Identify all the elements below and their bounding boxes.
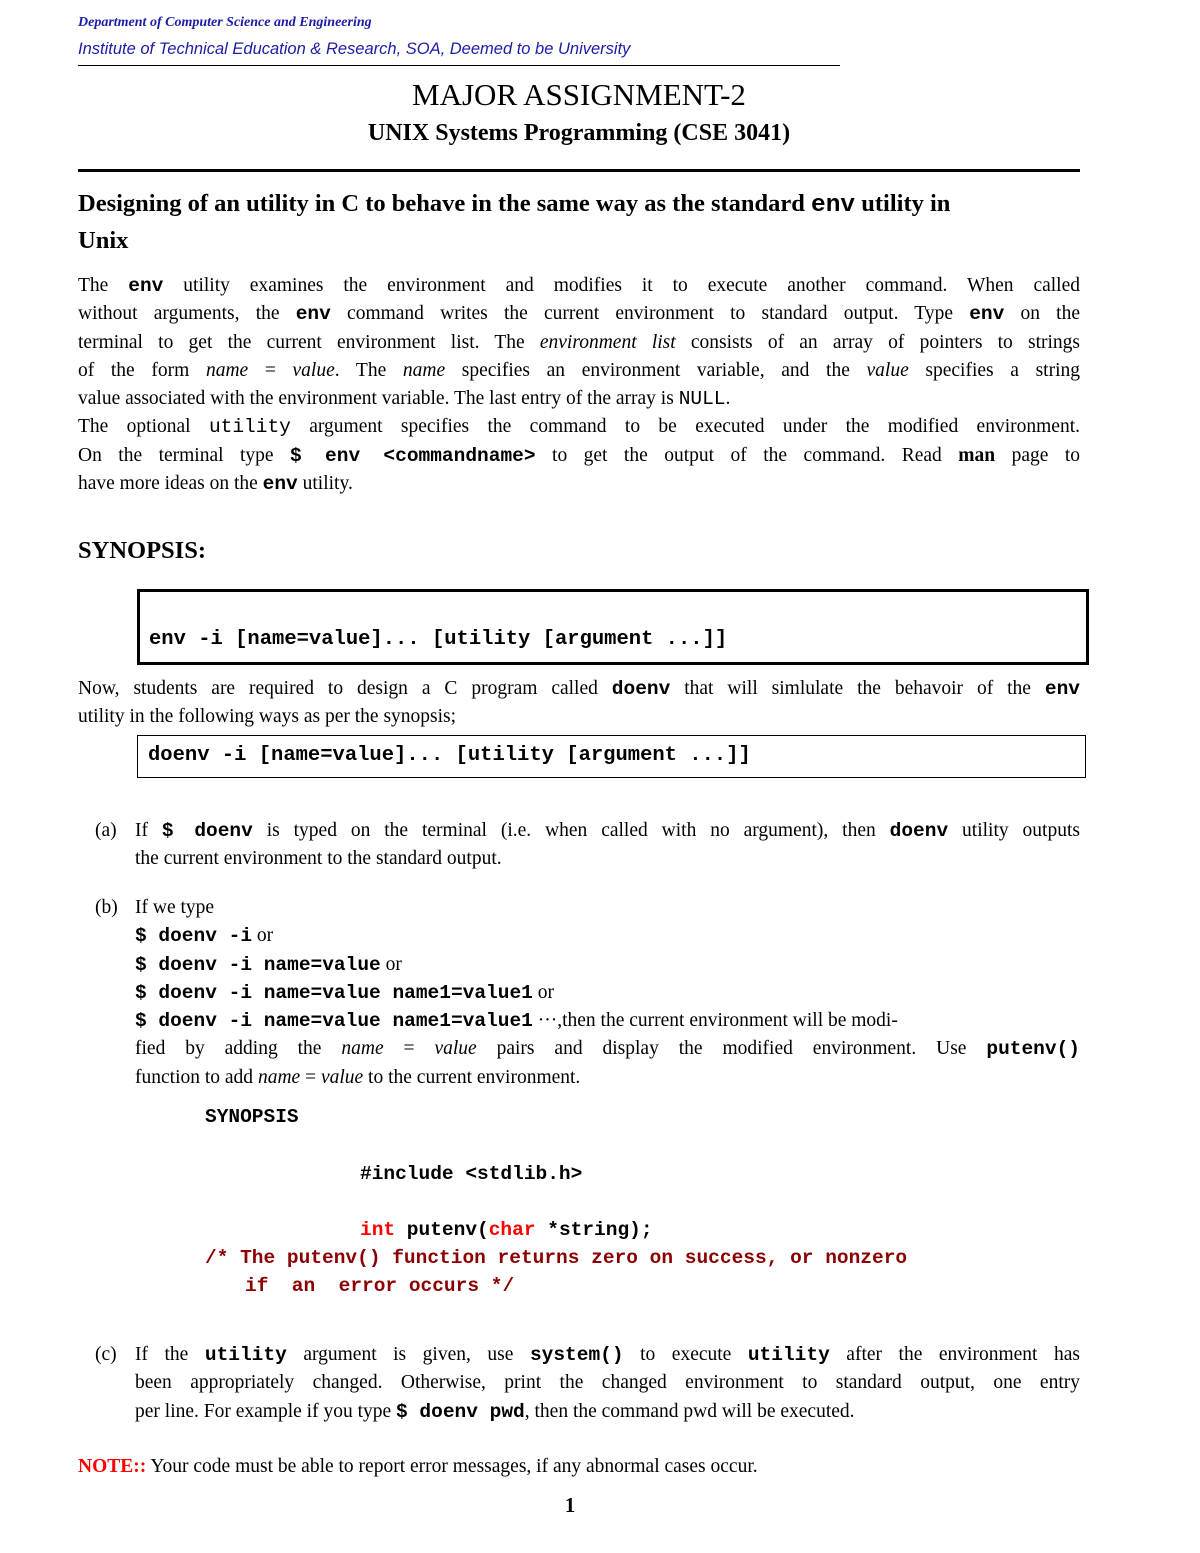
text: . The <box>334 359 403 381</box>
text: specifies an environment variable, and the <box>445 359 867 381</box>
text: If we type <box>135 897 215 918</box>
text: on the <box>1004 303 1080 325</box>
inline-code: env <box>262 473 298 496</box>
math-var: name <box>205 359 249 381</box>
text: utility outputs <box>948 820 1080 841</box>
text: value associated with the environment variable. The last entry of the array is <box>78 388 679 410</box>
text: , then the command pwd will be executed. <box>524 1400 855 1422</box>
text: function to add <box>135 1066 258 1088</box>
item-a-label: (a) <box>95 820 117 841</box>
math-eq: = <box>300 1066 321 1088</box>
now-paragraph <box>78 675 1080 732</box>
text: command writes the current environment to standard output. Type <box>330 303 970 325</box>
text: is typed on the terminal (i.e. when called with no argument), then <box>252 820 890 841</box>
code-comment-line1: /* The putenv() function returns zero on success, or nonzero <box>205 1247 908 1269</box>
inline-code: NULL <box>678 388 726 411</box>
math-var: value <box>866 359 909 381</box>
code-include: #include <stdlib.h> <box>360 1163 583 1185</box>
inline-code: $ doenv <box>161 820 253 842</box>
text: Now, students are required to design a C program called <box>78 678 612 699</box>
inline-code: putenv() <box>986 1038 1080 1061</box>
text: after the environment has <box>829 1344 1080 1365</box>
text: that will simlulate the behavoir of the <box>670 678 1045 699</box>
math-var: value <box>320 1066 364 1088</box>
bold-text: man <box>958 444 996 466</box>
inline-code: system() <box>529 1344 624 1366</box>
text: without arguments, the <box>78 303 296 325</box>
text: argument specifies the command to be executed under the modified environment. <box>290 416 1080 438</box>
code-keyword: char <box>488 1219 536 1241</box>
text: On the terminal type <box>78 444 291 466</box>
env-synopsis-box <box>137 589 1089 665</box>
institute-name: Institute of Technical Education & Research, SOA, Deemed to be University <box>78 40 631 58</box>
text: of the form <box>78 359 206 381</box>
document-subtitle: UNIX Systems Programming (CSE 3041) <box>367 120 791 146</box>
inline-code: $ doenv -i name=value <box>135 953 381 976</box>
text: If the <box>135 1344 205 1365</box>
text: utility examines the environment and modifies it to execute another command. When called <box>163 275 1080 296</box>
doenv-synopsis-code: doenv -i [name=value]... [utility [argument ...]] <box>148 744 751 767</box>
document-title: MAJOR ASSIGNMENT-2 <box>412 77 746 112</box>
code-text: putenv( <box>395 1219 489 1241</box>
text: utility. <box>297 473 353 495</box>
code-text: *string); <box>535 1219 653 1241</box>
section-heading <box>78 186 1080 258</box>
inline-code: $ env <commandname> <box>290 444 536 467</box>
text: or <box>252 925 274 947</box>
math-eq: = <box>248 359 293 381</box>
text: the current environment to the standard output. <box>135 848 502 870</box>
inline-code: env <box>969 303 1005 326</box>
code-keyword: int <box>360 1219 396 1241</box>
math-var: name <box>257 1066 301 1088</box>
inline-code: env <box>128 275 164 297</box>
emphasis: environment list <box>539 331 676 353</box>
text: per line. For example if you type <box>135 1400 397 1422</box>
code-synopsis-label: SYNOPSIS <box>205 1106 299 1128</box>
inline-code: utility <box>208 416 291 439</box>
inline-code: doenv <box>889 820 949 842</box>
text: or <box>532 981 554 1003</box>
text: terminal to get the current environment list. The <box>78 331 540 353</box>
synopsis-heading: SYNOPSIS: <box>78 537 206 564</box>
page-number: 1 <box>564 1493 576 1517</box>
heading-text: Unix <box>78 227 129 254</box>
inline-code: env <box>1044 678 1080 700</box>
text: page to <box>995 444 1081 466</box>
text: to the current environment. <box>363 1066 581 1088</box>
item-c-label: (c) <box>95 1344 117 1365</box>
heading-code: env <box>811 192 856 219</box>
note <box>78 1453 1080 1481</box>
math-eq: = <box>383 1038 435 1060</box>
item-c-body <box>135 1341 1080 1426</box>
text: ,then the current environment will be modi- <box>557 1010 898 1032</box>
text: consists of an array of pointers to strings <box>675 331 1080 353</box>
heading-text: utility in <box>855 190 951 217</box>
code-comment-line2: if an error occurs */ <box>245 1275 515 1297</box>
ellipsis: ··· <box>532 1010 558 1032</box>
text: have more ideas on the <box>78 473 263 495</box>
env-synopsis-code: env -i [name=value]... [utility [argument ...]] <box>149 628 728 651</box>
inline-code: utility <box>204 1344 287 1366</box>
inline-code: $ doenv pwd <box>396 1400 525 1423</box>
text: If <box>135 820 162 841</box>
math-var: name <box>341 1038 384 1060</box>
intro-paragraph <box>78 272 1080 498</box>
note-text: Your code must be able to report error messages, if any abnormal cases occur. <box>146 1456 758 1477</box>
inline-code: $ doenv -i name=value name1=value1 <box>135 1010 533 1033</box>
inline-code: doenv <box>611 678 671 700</box>
math-var: name <box>402 359 446 381</box>
department-name: Department of Computer Science and Engineering <box>78 15 372 30</box>
item-b-body <box>135 894 1080 1092</box>
text: been appropriately changed. Otherwise, print the changed environment to standard output, one entry <box>135 1372 1080 1394</box>
text: pairs and display the modified environment. Use <box>476 1038 987 1060</box>
header-divider <box>78 65 840 66</box>
text: to execute <box>623 1344 748 1365</box>
math-var: value <box>434 1038 477 1060</box>
item-a-body <box>135 817 1080 874</box>
inline-code: $ doenv -i name=value name1=value1 <box>135 981 533 1004</box>
heading-text: Designing of an utility in C to behave in the same way as the standard <box>78 190 812 217</box>
code-putenv-decl <box>360 1216 653 1244</box>
text: or <box>380 953 402 975</box>
inline-code: utility <box>747 1344 830 1366</box>
text: The <box>78 275 129 296</box>
title-divider <box>78 169 1080 172</box>
text: The optional <box>78 416 209 438</box>
note-label: NOTE:: <box>78 1456 147 1477</box>
text: fied by adding the <box>135 1038 342 1060</box>
text: . <box>725 388 731 410</box>
math-var: value <box>292 359 335 381</box>
inline-code: env <box>295 303 331 326</box>
item-b-label: (b) <box>95 897 118 918</box>
text: to get the output of the command. Read <box>535 444 959 466</box>
text: specifies a string <box>908 359 1080 381</box>
text: argument is given, use <box>286 1344 530 1365</box>
inline-code: $ doenv -i <box>135 925 253 948</box>
text: utility in the following ways as per the synopsis; <box>78 706 457 728</box>
doenv-synopsis-box <box>137 735 1086 778</box>
